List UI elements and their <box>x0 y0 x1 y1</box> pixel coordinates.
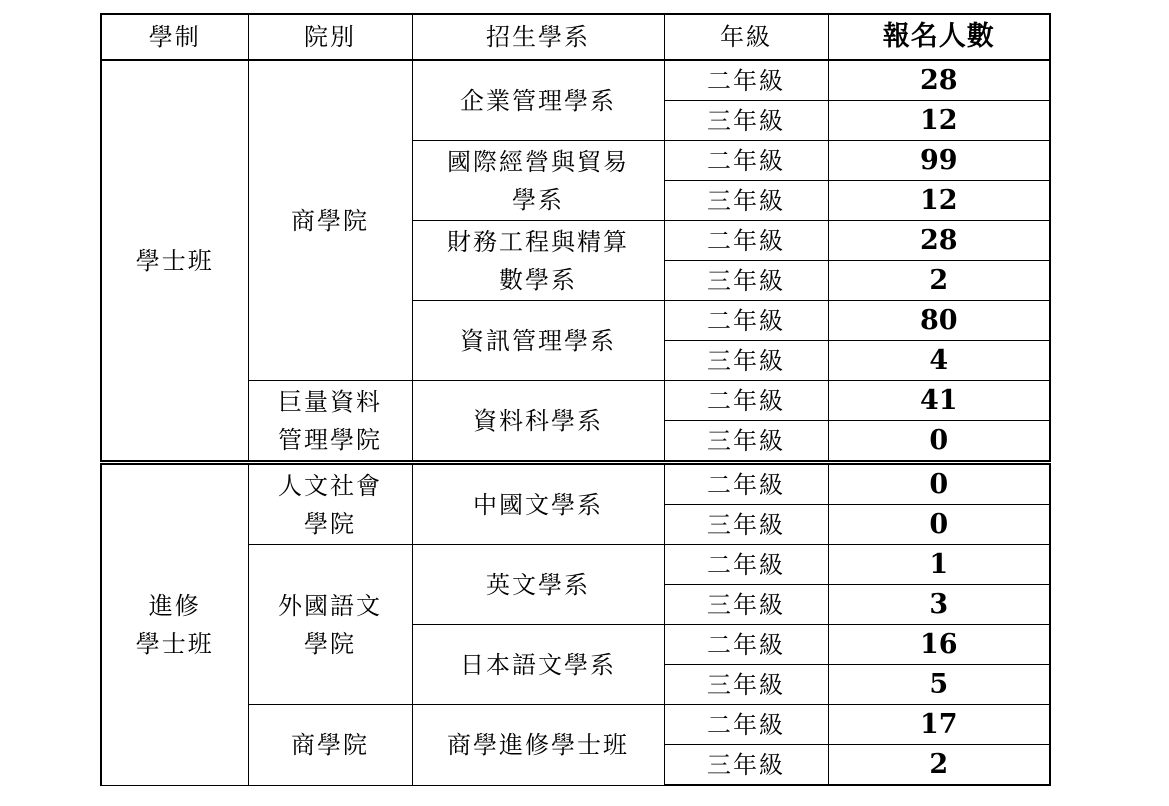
count-cell: 4 <box>828 341 1050 381</box>
grade-cell: 三年級 <box>664 665 828 705</box>
count-cell: 12 <box>828 101 1050 141</box>
count-cell: 16 <box>828 625 1050 665</box>
header-row <box>101 14 1050 60</box>
grade-cell: 二年級 <box>664 301 828 341</box>
count-cell: 99 <box>828 141 1050 181</box>
grade-cell: 三年級 <box>664 585 828 625</box>
dept-english: 英文學系 <box>412 545 664 625</box>
program-continuing <box>101 463 248 786</box>
count-cell: 3 <box>828 585 1050 625</box>
college-label-line: 管理學院 <box>278 425 382 454</box>
grade-cell: 二年級 <box>664 141 828 181</box>
grade-cell: 二年級 <box>664 545 828 585</box>
grade-cell: 三年級 <box>664 101 828 141</box>
program-label-line: 學士班 <box>135 629 214 658</box>
dept-label-line: 數學系 <box>499 265 577 294</box>
header-system: 學制 <box>101 14 248 60</box>
college-business-continuing: 商學院 <box>248 705 412 786</box>
count-cell: 2 <box>828 261 1050 301</box>
dept-international-business <box>412 141 664 221</box>
header-grade: 年級 <box>664 14 828 60</box>
enrollment-table <box>100 13 1051 786</box>
grade-cell: 三年級 <box>664 505 828 545</box>
college-business: 商學院 <box>248 60 412 381</box>
table-row <box>101 60 1050 101</box>
grade-cell: 三年級 <box>664 341 828 381</box>
dept-chinese-literature: 中國文學系 <box>412 463 664 545</box>
college-label-line: 人文社會 <box>278 471 382 500</box>
grade-cell: 二年級 <box>664 221 828 261</box>
dept-business-administration: 企業管理學系 <box>412 60 664 141</box>
grade-cell: 二年級 <box>664 60 828 101</box>
count-cell: 28 <box>828 60 1050 101</box>
dept-label-line: 財務工程與精算 <box>447 227 629 256</box>
grade-cell: 三年級 <box>664 181 828 221</box>
grade-cell: 二年級 <box>664 381 828 421</box>
count-cell: 5 <box>828 665 1050 705</box>
count-cell: 1 <box>828 545 1050 585</box>
count-cell: 12 <box>828 181 1050 221</box>
header-count: 報名人數 <box>828 14 1050 60</box>
count-cell: 28 <box>828 221 1050 261</box>
count-cell: 2 <box>828 745 1050 786</box>
dept-japanese: 日本語文學系 <box>412 625 664 705</box>
grade-cell: 三年級 <box>664 745 828 786</box>
table-row <box>101 463 1050 505</box>
dept-information-management: 資訊管理學系 <box>412 301 664 381</box>
college-humanities <box>248 463 412 545</box>
dept-business-continuing: 商學進修學士班 <box>412 705 664 786</box>
count-cell: 17 <box>828 705 1050 745</box>
program-label-line: 進修 <box>148 591 201 620</box>
dept-label-line: 學系 <box>512 185 564 214</box>
college-label-line: 學院 <box>304 629 356 658</box>
grade-cell: 二年級 <box>664 625 828 665</box>
dept-financial-engineering <box>412 221 664 301</box>
header-department: 招生學系 <box>412 14 664 60</box>
count-cell: 0 <box>828 463 1050 505</box>
count-cell: 41 <box>828 381 1050 421</box>
grade-cell: 三年級 <box>664 261 828 301</box>
dept-label-line: 國際經營與貿易 <box>447 147 629 176</box>
college-label-line: 外國語文 <box>278 591 382 620</box>
count-cell: 80 <box>828 301 1050 341</box>
college-label-line: 學院 <box>304 509 356 538</box>
grade-cell: 二年級 <box>664 705 828 745</box>
count-cell: 0 <box>828 421 1050 463</box>
dept-data-science: 資料科學系 <box>412 381 664 463</box>
college-big-data <box>248 381 412 463</box>
college-label-line: 巨量資料 <box>278 387 382 416</box>
grade-cell: 二年級 <box>664 463 828 505</box>
college-foreign-languages <box>248 545 412 705</box>
header-college: 院別 <box>248 14 412 60</box>
program-bachelor: 學士班 <box>101 60 248 463</box>
grade-cell: 三年級 <box>664 421 828 463</box>
count-cell: 0 <box>828 505 1050 545</box>
